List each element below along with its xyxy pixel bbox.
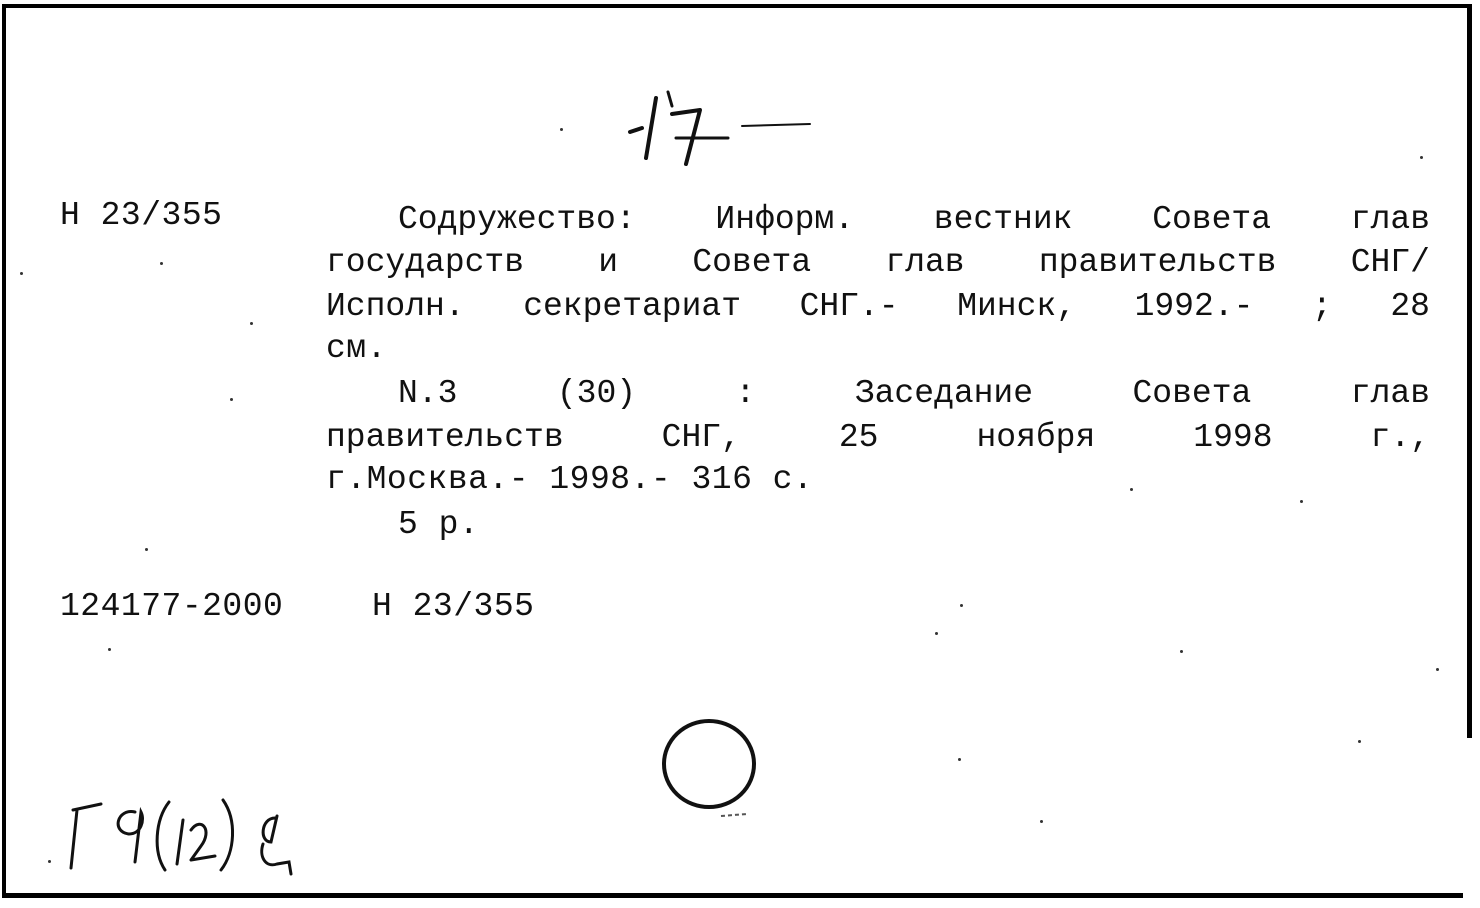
scan-speck [960,604,963,607]
entry-word: Совета [1152,201,1272,238]
entry-word: СНГ, [661,419,741,456]
price-line: 5 р. [398,506,480,543]
entry-word: N.3 [398,375,458,412]
scan-speck [230,398,233,401]
entry-word: вестник [933,201,1073,238]
scan-speck [1300,500,1303,503]
entry-word: 1998 [1193,419,1273,456]
entry-word: 28 [1390,288,1430,325]
entry-line-4: см. [326,330,387,367]
entry-word: глав [1350,201,1430,238]
scan-speck [145,548,148,551]
scan-speck [1420,156,1423,159]
entry-word: СНГ/ [1350,244,1430,281]
entry-word: Содружество: [398,201,636,238]
scan-speck [958,758,961,761]
scan-speck [1180,650,1183,653]
entry-line-5 [398,374,1430,414]
scan-speck [1436,668,1439,671]
scan-speck [20,272,23,275]
entry-word: правительств [326,419,564,456]
entry-word: Информ. [715,201,855,238]
entry-line-7: г.Москва.- 1998.- 316 с. [326,461,814,498]
shelfmark-repeat: Н 23/355 [372,588,535,625]
entry-word: правительств [1038,244,1277,281]
entry-line-2 [326,243,1430,283]
entry-word: Заседание [854,375,1034,412]
entry-word: 1992.- [1134,288,1254,325]
scan-speck [560,128,563,131]
punch-hole-circle [655,712,765,822]
entry-word: Совета [1132,375,1252,412]
entry-line-1 [398,200,1430,240]
entry-word: СНГ.- [799,288,899,325]
scan-speck [48,860,51,863]
entry-word: (30) [556,375,637,412]
entry-word: Совета [692,244,812,281]
scan-speck [1358,740,1361,743]
entry-word: ноября [976,419,1096,456]
entry-word: Исполн. [326,288,465,325]
scan-speck [1040,820,1043,823]
entry-word: и [598,244,619,281]
accession-number: 124177-2000 [60,588,284,625]
scan-speck [108,648,111,651]
entry-word: глав [885,244,965,281]
entry-line-3 [326,287,1430,327]
scan-speck [935,632,938,635]
entry-word: : [735,375,756,412]
card-edge-notch [1463,738,1473,908]
entry-line-6 [326,418,1430,458]
entry-word: глав [1350,375,1430,412]
entry-word: 25 [838,419,879,456]
shelfmark: Н 23/355 [60,197,223,234]
scan-speck [160,262,163,265]
entry-word: секретариат [523,288,742,325]
scan-speck [250,322,253,325]
entry-word: г., [1370,419,1430,456]
entry-word: государств [326,244,525,281]
scan-speck [1130,488,1133,491]
handwritten-classification-mark [55,790,335,890]
entry-word: Минск, [957,288,1077,325]
entry-word: ; [1311,288,1332,325]
handwritten-page-number [560,80,830,170]
